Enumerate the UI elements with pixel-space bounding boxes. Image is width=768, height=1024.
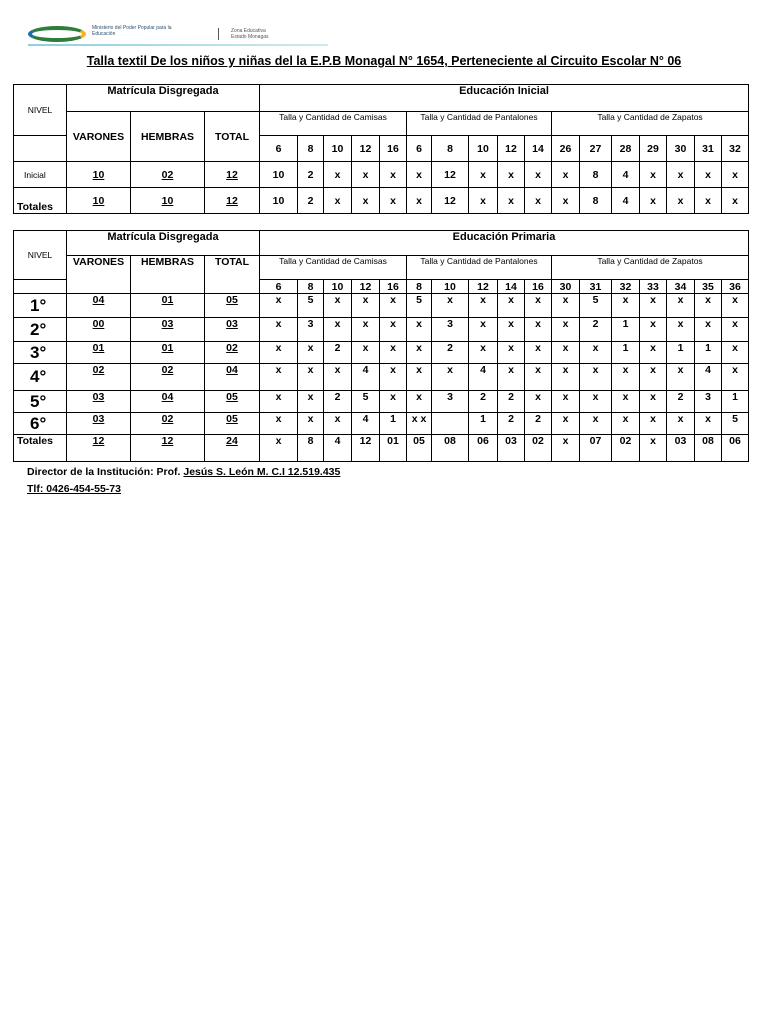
data-cell: 3: [432, 318, 469, 342]
varones-value: 12: [67, 435, 131, 462]
data-cell: x: [552, 294, 580, 318]
data-cell: x: [352, 188, 380, 214]
zapatos-header: Talla y Cantidad de Zapatos: [552, 112, 749, 136]
size-header: 36: [722, 280, 749, 294]
data-cell: x: [469, 318, 498, 342]
data-cell: 2: [469, 391, 498, 413]
data-cell: x: [498, 162, 525, 188]
data-cell: 5: [722, 413, 749, 435]
matricula-header: Matrícula Disgregada: [67, 85, 260, 112]
row-label: Totales: [14, 188, 67, 214]
row-label: 6°: [14, 413, 67, 435]
data-cell: x: [525, 162, 552, 188]
data-cell: 2: [324, 342, 352, 364]
data-cell: x: [260, 391, 298, 413]
size-header: 16: [380, 280, 407, 294]
total-value: 03: [205, 318, 260, 342]
camisas-header: Talla y Cantidad de Camisas: [260, 256, 407, 280]
row-label: 4°: [14, 364, 67, 391]
banner-divider: [218, 28, 219, 40]
data-cell: x: [298, 413, 324, 435]
data-cell: 02: [525, 435, 552, 462]
varones-value: 03: [67, 391, 131, 413]
total-value: 12: [205, 188, 260, 214]
data-cell: 08: [695, 435, 722, 462]
data-cell: 1: [612, 318, 640, 342]
data-cell: x: [640, 188, 667, 214]
data-cell: x: [580, 413, 612, 435]
size-header: 8: [298, 280, 324, 294]
row-label: 3°: [14, 342, 67, 364]
data-cell: [432, 413, 469, 435]
banner-underline: [28, 44, 328, 46]
total-value: 05: [205, 413, 260, 435]
data-cell: x: [667, 162, 695, 188]
data-cell: x: [324, 188, 352, 214]
data-cell: x: [380, 391, 407, 413]
data-cell: x: [407, 342, 432, 364]
data-cell: 3: [298, 318, 324, 342]
data-cell: x: [380, 294, 407, 318]
hembras-value: 01: [131, 342, 205, 364]
data-cell: x: [380, 342, 407, 364]
data-cell: x: [352, 162, 380, 188]
data-cell: 03: [667, 435, 695, 462]
data-cell: x: [612, 413, 640, 435]
data-cell: x: [380, 318, 407, 342]
data-cell: x: [695, 318, 722, 342]
data-cell: x: [552, 435, 580, 462]
data-cell: x: [324, 364, 352, 391]
data-cell: 4: [469, 364, 498, 391]
data-cell: x: [580, 364, 612, 391]
data-cell: x: [407, 162, 432, 188]
data-cell: x: [667, 294, 695, 318]
varones-header: VARONES: [67, 256, 131, 294]
data-cell: 4: [612, 188, 640, 214]
size-header: 35: [695, 280, 722, 294]
data-cell: x: [498, 318, 525, 342]
blank-cell: [14, 136, 67, 162]
varones-value: 02: [67, 364, 131, 391]
size-header: 6: [260, 280, 298, 294]
data-cell: x: [640, 162, 667, 188]
data-cell: 2: [498, 413, 525, 435]
data-cell: 4: [352, 364, 380, 391]
data-cell: 4: [612, 162, 640, 188]
row-label: 1°: [14, 294, 67, 318]
size-header: 8: [407, 280, 432, 294]
data-cell: x: [552, 413, 580, 435]
data-cell: 1: [469, 413, 498, 435]
data-cell: x: [498, 342, 525, 364]
data-cell: 2: [432, 342, 469, 364]
data-cell: x: [667, 413, 695, 435]
varones-header: VARONES: [67, 112, 131, 162]
data-cell: 8: [580, 188, 612, 214]
zone-line-1: Zona Educativa: [231, 28, 266, 34]
data-cell: x: [722, 318, 749, 342]
size-header: 28: [612, 136, 640, 162]
size-header: 8: [298, 136, 324, 162]
size-header: 27: [580, 136, 612, 162]
data-cell: x: [552, 188, 580, 214]
director-prefix: Director de la Institución: Prof.: [27, 466, 184, 478]
data-cell: 12: [432, 188, 469, 214]
blank-cell: [14, 280, 67, 294]
total-value: 24: [205, 435, 260, 462]
data-cell: x: [525, 364, 552, 391]
director-name: Jesús S. León M. C.I 12.519.435: [183, 466, 341, 478]
data-cell: x: [525, 188, 552, 214]
data-cell: x: [695, 413, 722, 435]
hembras-value: 03: [131, 318, 205, 342]
data-cell: 4: [324, 435, 352, 462]
data-cell: x: [552, 342, 580, 364]
data-cell: x: [667, 318, 695, 342]
varones-value: 03: [67, 413, 131, 435]
size-header: 31: [695, 136, 722, 162]
varones-value: 00: [67, 318, 131, 342]
data-cell: x: [612, 391, 640, 413]
data-cell: 3: [432, 391, 469, 413]
data-cell: x: [432, 294, 469, 318]
data-cell: x: [260, 435, 298, 462]
row-label: 2°: [14, 318, 67, 342]
data-cell: x: [352, 318, 380, 342]
hembras-value: 04: [131, 391, 205, 413]
data-cell: x: [469, 188, 498, 214]
nivel-header: NIVEL: [14, 231, 67, 280]
nivel-header: NIVEL: [14, 85, 67, 136]
data-cell: x: [695, 188, 722, 214]
data-cell: x: [352, 294, 380, 318]
data-cell: 4: [352, 413, 380, 435]
data-cell: 02: [612, 435, 640, 462]
document-title: Talla textil De los niños y niñas del la E.P.B Monagal N° 1654, Perteneciente al Circuito Escolar N° 06: [86, 54, 682, 68]
header-banner: [28, 22, 328, 46]
data-cell: 2: [298, 188, 324, 214]
data-cell: x: [407, 391, 432, 413]
data-cell: x: [432, 364, 469, 391]
data-cell: x: [640, 342, 667, 364]
ministry-logo-text: Ministerio del Poder Popular para la Educación: [92, 25, 172, 37]
data-cell: 2: [580, 318, 612, 342]
total-value: 05: [205, 391, 260, 413]
data-cell: x: [640, 391, 667, 413]
data-cell: x: [722, 162, 749, 188]
zone-label: [231, 28, 321, 40]
data-cell: x: [260, 318, 298, 342]
data-cell: 05: [407, 435, 432, 462]
data-cell: x: [298, 342, 324, 364]
data-cell: 1: [722, 391, 749, 413]
data-cell: x: [407, 188, 432, 214]
hembras-header: HEMBRAS: [131, 256, 205, 294]
data-cell: 2: [667, 391, 695, 413]
varones-value: 10: [67, 162, 131, 188]
data-cell: x: [298, 391, 324, 413]
size-header: 10: [432, 280, 469, 294]
data-cell: 5: [407, 294, 432, 318]
size-header: 10: [469, 136, 498, 162]
zapatos-header: Talla y Cantidad de Zapatos: [552, 256, 749, 280]
data-cell: x x: [407, 413, 432, 435]
data-cell: 5: [298, 294, 324, 318]
data-cell: x: [498, 188, 525, 214]
data-cell: x: [612, 364, 640, 391]
data-cell: 08: [432, 435, 469, 462]
data-cell: x: [552, 391, 580, 413]
data-cell: 03: [498, 435, 525, 462]
varones-value: 04: [67, 294, 131, 318]
size-header: 32: [612, 280, 640, 294]
data-cell: 1: [695, 342, 722, 364]
size-header: 16: [525, 280, 552, 294]
hembras-value: 02: [131, 162, 205, 188]
data-cell: x: [324, 294, 352, 318]
data-cell: x: [380, 364, 407, 391]
size-header: 31: [580, 280, 612, 294]
data-cell: x: [469, 294, 498, 318]
data-cell: x: [525, 391, 552, 413]
varones-value: 10: [67, 188, 131, 214]
data-cell: x: [525, 294, 552, 318]
section-header: Educación Primaria: [260, 231, 749, 256]
data-cell: x: [469, 342, 498, 364]
total-header: TOTAL: [205, 112, 260, 162]
data-cell: x: [552, 318, 580, 342]
varones-value: 01: [67, 342, 131, 364]
size-header: 14: [525, 136, 552, 162]
total-value: 05: [205, 294, 260, 318]
data-cell: x: [640, 318, 667, 342]
data-cell: 5: [352, 391, 380, 413]
data-cell: x: [667, 188, 695, 214]
data-cell: 5: [580, 294, 612, 318]
data-cell: 8: [580, 162, 612, 188]
data-cell: x: [612, 294, 640, 318]
data-cell: 2: [298, 162, 324, 188]
size-header: 6: [407, 136, 432, 162]
hembras-header: HEMBRAS: [131, 112, 205, 162]
hembras-value: 10: [131, 188, 205, 214]
data-cell: x: [525, 318, 552, 342]
data-cell: x: [722, 342, 749, 364]
phone-line: Tlf: 0426-454-55-73: [27, 483, 121, 495]
data-cell: x: [640, 435, 667, 462]
data-cell: 4: [695, 364, 722, 391]
data-cell: x: [380, 188, 407, 214]
data-cell: 8: [298, 435, 324, 462]
size-header: 10: [324, 136, 352, 162]
data-cell: x: [525, 342, 552, 364]
data-cell: 1: [667, 342, 695, 364]
data-cell: 2: [324, 391, 352, 413]
data-cell: x: [324, 413, 352, 435]
data-cell: x: [640, 364, 667, 391]
data-cell: x: [260, 413, 298, 435]
data-cell: x: [352, 342, 380, 364]
data-cell: 2: [525, 413, 552, 435]
size-header: 12: [498, 136, 525, 162]
row-label: Totales: [14, 435, 67, 462]
data-cell: x: [407, 318, 432, 342]
pantalones-header: Talla y Cantidad de Pantalones: [407, 112, 552, 136]
data-cell: x: [498, 294, 525, 318]
ministry-logo-icon: [28, 26, 86, 42]
total-value: 12: [205, 162, 260, 188]
row-label: 5°: [14, 391, 67, 413]
data-cell: x: [640, 294, 667, 318]
size-header: 12: [352, 280, 380, 294]
data-cell: 07: [580, 435, 612, 462]
total-header: TOTAL: [205, 256, 260, 294]
data-cell: x: [324, 162, 352, 188]
data-cell: x: [695, 294, 722, 318]
size-header: 33: [640, 280, 667, 294]
hembras-value: 01: [131, 294, 205, 318]
data-cell: x: [580, 342, 612, 364]
zone-line-2: Estado Monagas: [231, 34, 269, 40]
size-header: 34: [667, 280, 695, 294]
data-cell: 1: [612, 342, 640, 364]
data-cell: x: [260, 364, 298, 391]
size-header: 14: [498, 280, 525, 294]
data-cell: x: [580, 391, 612, 413]
matricula-header: Matrícula Disgregada: [67, 231, 260, 256]
inicial-table: [13, 84, 749, 214]
primaria-table: [13, 230, 749, 462]
size-header: 6: [260, 136, 298, 162]
row-label: Inicial: [14, 162, 67, 188]
data-cell: x: [667, 364, 695, 391]
data-cell: x: [498, 364, 525, 391]
size-header: 30: [667, 136, 695, 162]
data-cell: x: [722, 188, 749, 214]
hembras-value: 02: [131, 364, 205, 391]
size-header: 8: [432, 136, 469, 162]
data-cell: x: [552, 364, 580, 391]
total-value: 02: [205, 342, 260, 364]
data-cell: x: [640, 413, 667, 435]
data-cell: x: [260, 342, 298, 364]
size-header: 12: [469, 280, 498, 294]
data-cell: 01: [380, 435, 407, 462]
pantalones-header: Talla y Cantidad de Pantalones: [407, 256, 552, 280]
hembras-value: 12: [131, 435, 205, 462]
data-cell: x: [552, 162, 580, 188]
data-cell: x: [298, 364, 324, 391]
size-header: 10: [324, 280, 352, 294]
hembras-value: 02: [131, 413, 205, 435]
data-cell: x: [407, 364, 432, 391]
data-cell: 06: [722, 435, 749, 462]
data-cell: x: [469, 162, 498, 188]
data-cell: x: [722, 294, 749, 318]
data-cell: 2: [498, 391, 525, 413]
data-cell: 12: [432, 162, 469, 188]
size-header: 29: [640, 136, 667, 162]
data-cell: x: [380, 162, 407, 188]
data-cell: x: [695, 162, 722, 188]
data-cell: 06: [469, 435, 498, 462]
data-cell: 1: [380, 413, 407, 435]
camisas-header: Talla y Cantidad de Camisas: [260, 112, 407, 136]
data-cell: 12: [352, 435, 380, 462]
data-cell: x: [324, 318, 352, 342]
director-line: [27, 466, 340, 478]
data-cell: x: [260, 294, 298, 318]
size-header: 30: [552, 280, 580, 294]
data-cell: x: [722, 364, 749, 391]
size-header: 12: [352, 136, 380, 162]
section-header: Educación Inicial: [260, 85, 749, 112]
data-cell: 10: [260, 188, 298, 214]
data-cell: 3: [695, 391, 722, 413]
data-cell: 10: [260, 162, 298, 188]
total-value: 04: [205, 364, 260, 391]
size-header: 16: [380, 136, 407, 162]
size-header: 26: [552, 136, 580, 162]
size-header: 32: [722, 136, 749, 162]
